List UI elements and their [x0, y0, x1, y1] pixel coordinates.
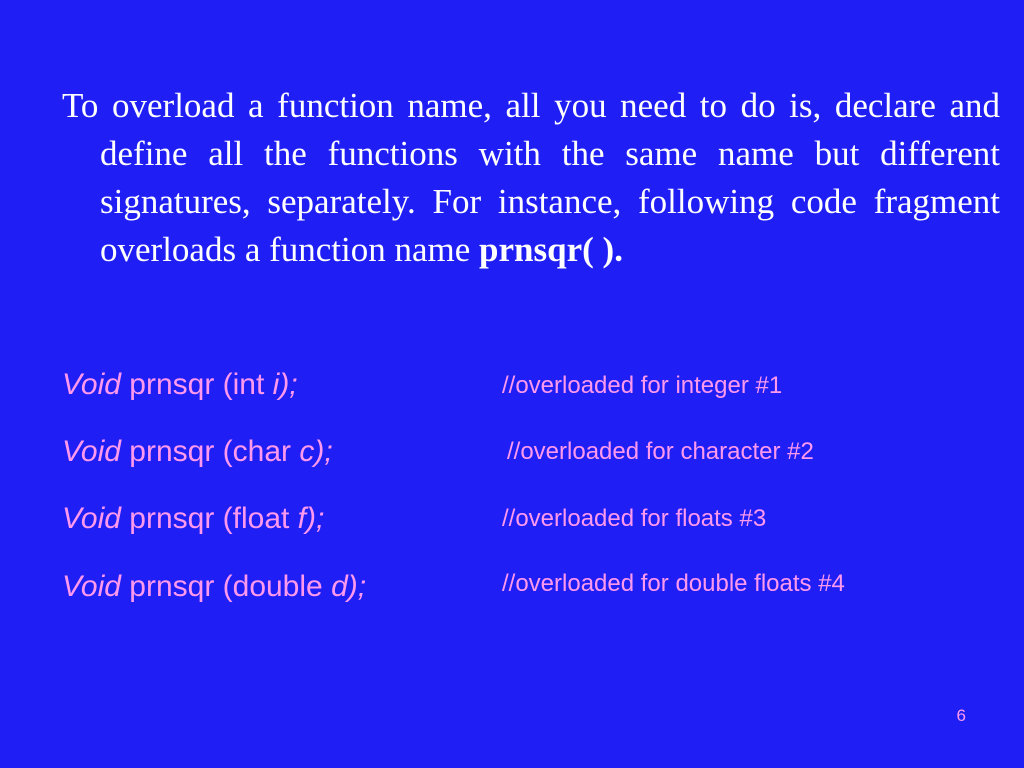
code-comment-2: //overloaded for character #2	[507, 438, 814, 465]
code-call: prnsqr (double	[120, 570, 332, 603]
code-param: c);	[299, 435, 333, 468]
code-call: prnsqr (int	[120, 368, 273, 401]
code-keyword: Void	[62, 368, 121, 401]
code-keyword: Void	[62, 502, 121, 535]
code-keyword: Void	[62, 570, 121, 603]
code-line-1	[62, 368, 298, 402]
code-call: prnsqr (float	[120, 502, 298, 535]
slide-number: 6	[956, 706, 966, 725]
intro-paragraph	[62, 82, 1000, 274]
code-call: prnsqr (char	[120, 435, 300, 468]
code-line-4	[62, 570, 366, 604]
code-comment-4: //overloaded for double floats #4	[502, 570, 845, 597]
code-keyword: Void	[62, 435, 121, 468]
code-line-3	[62, 502, 324, 536]
code-line-2	[62, 435, 333, 469]
code-comment-3: //overloaded for floats #3	[502, 505, 767, 532]
function-name: prnsqr( ).	[479, 230, 623, 269]
code-param: f);	[297, 502, 325, 535]
intro-text: To overload a function name, all you need to do is, declare and define all the functions with the same name but different signatures, separately. For instance, following code fragment overloads a function name	[62, 86, 1000, 269]
code-param: i);	[272, 368, 298, 401]
code-comment-1: //overloaded for integer #1	[502, 372, 783, 399]
code-param: d);	[331, 570, 367, 603]
